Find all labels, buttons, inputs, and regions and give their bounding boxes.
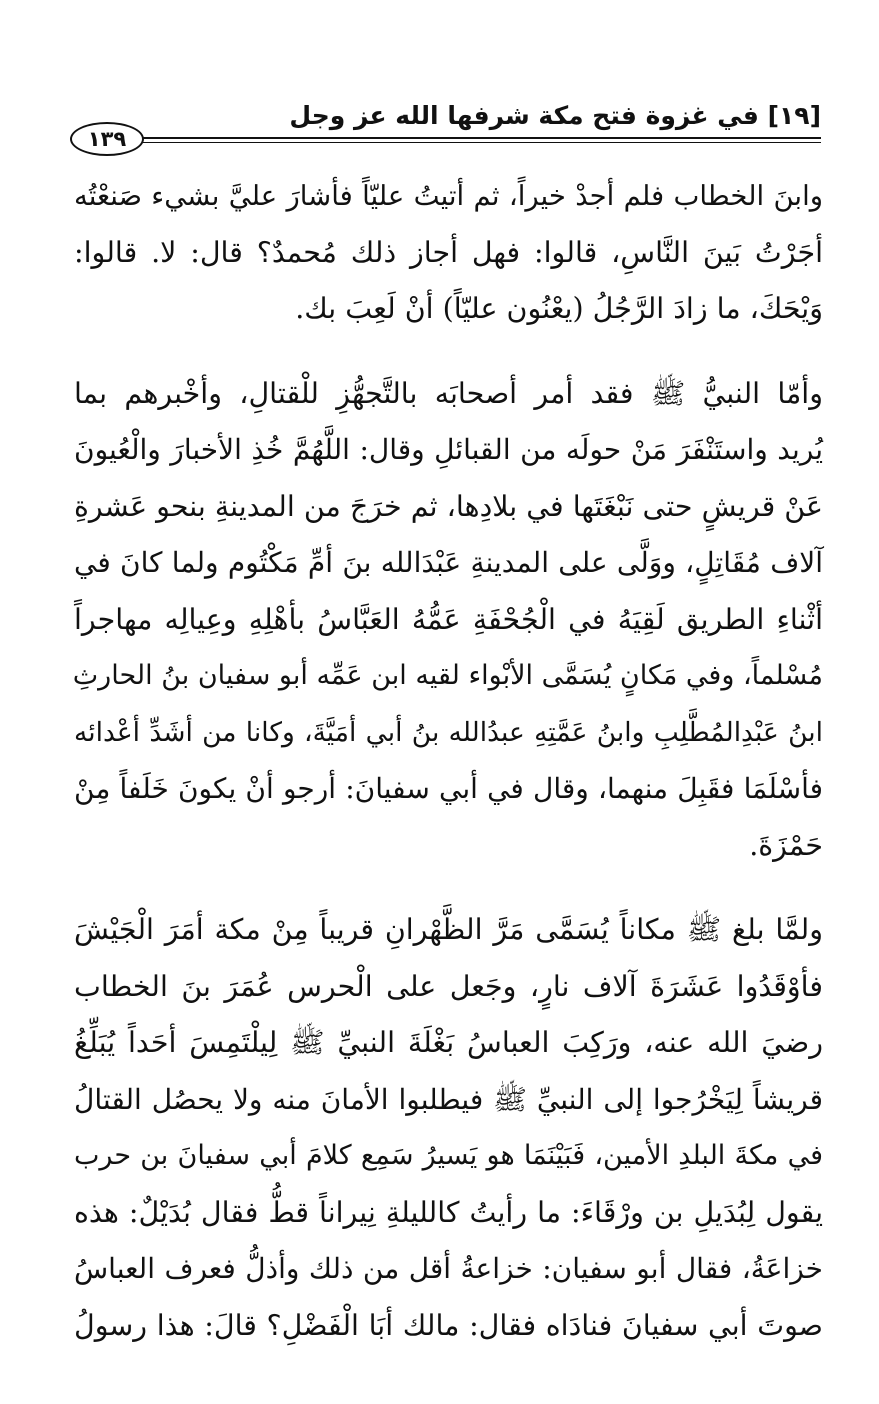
text-line: خزاعَةُ، فقال أبو سفيان: خزاعةُ أقل من ذلك وأذلُّ فعرف العباسُ <box>74 1252 823 1285</box>
page-number: ١٣٩ <box>70 122 144 156</box>
text-line: وَيْحَكَ، ما زادَ الرَّجُلُ (يعْنُون عليّاً) أنْ لَعِبَ بك. <box>295 292 823 325</box>
body-text <box>74 168 823 1354</box>
paragraph-1 <box>74 168 823 338</box>
paragraph-gap <box>74 874 823 902</box>
paragraph-gap <box>74 338 823 366</box>
running-header <box>70 98 821 151</box>
text-line: يقول لِبُدَيلِ بن ورْقَاءَ: ما رأيتُ كالليلةِ نِيراناً قطُّ فقال بُدَيْلٌ: هذه <box>74 1195 823 1229</box>
text-line: وابنَ الخطاب فلم أجدْ خيراً، ثم أتيتُ عليّاً فأشارَ عليَّ بشيء صَنعْتُه <box>74 180 823 212</box>
chapter-title: [١٩] في غزوة فتح مكة شرفها الله عز وجل <box>289 101 821 130</box>
text-line: مُسْلماً، وفي مَكانٍ يُسَمَّى الأبْواء لقيه ابن عَمِّه أبو سفيان بنُ الحارثِ <box>72 660 823 691</box>
text-line: فأسْلَمَا فقَبِلَ منهما، وقال في أبي سفيانَ: أرجو أنْ يكونَ خَلَفاً مِنْ <box>74 772 823 805</box>
text-line: قريشاً لِيَخْرُجوا إلى النبيِّ ﷺ فيطلبوا الأمانَ منه ولا يحصُل القتالُ <box>74 1082 823 1116</box>
text-line: وأمّا النبيُّ ﷺ فقد أمر أصحابَه بالتَّجهُّزِ للْقتالِ، وأخْبرهم بما <box>74 376 823 410</box>
paragraph-3 <box>74 902 823 1354</box>
header-rule <box>132 137 821 143</box>
text-line: أجَرْتُ بَينَ النَّاسِ، قالوا: فهل أجاز ذلك مُحمدٌ؟ قال: لا. قالوا: <box>74 235 823 269</box>
text-line: ابنُ عَبْدِالمُطَّلِبِ وابنُ عَمَّتِهِ عبدُالله بنُ أبي أمَيَّةَ، وكانا من أشَدِّ أعْدائه <box>74 716 823 748</box>
text-line: صوتَ أبي سفيانَ فنادَاه فقال: مالك أبَا الْفَضْلِ؟ قالَ: هذا رسولُ <box>74 1308 823 1342</box>
text-line: أثْناءِ الطريق لَقِيَهُ في الْجُحْفَةِ عَمُّهُ العَبَّاسُ بأهْلِهِ وعِيالِه مهاجراً <box>74 602 823 636</box>
text-line: آلاف مُقَاتِلٍ، ووَلَّى على المدينةِ عَبْدَالله بنَ أمِّ مَكْتُوم ولما كانَ في <box>74 546 823 579</box>
text-line: في مكةَ البلدِ الأمين، فَبَيْنَمَا هو يَسيرُ سَمِع كلامَ أبي سفيانَ بن حرب <box>74 1140 823 1171</box>
text-line: عَنْ قريشٍ حتى نَبْغَتَها في بلادِها، ثم خرَجَ من المدينةِ بنحو عَشرةِ <box>74 489 823 523</box>
text-line: ولمَّا بلغ ﷺ مكاناً يُسَمَّى مَرَّ الظَّهْرانِ قريباً مِنْ مكة أمَرَ الْجَيْشَ <box>74 913 823 946</box>
text-line: فأوْقَدُوا عَشَرَةَ آلاف نارٍ، وجَعل على الْحرس عُمَرَ بنَ الخطاب <box>74 969 823 1003</box>
paragraph-2 <box>74 366 823 875</box>
text-line: يُريد واستَنْفَرَ مَنْ حولَه من القبائلِ وقال: اللَّهُمَّ خُذِ الأخبارَ والْعُيونَ <box>74 433 823 466</box>
text-line: حَمْزَةَ. <box>749 828 823 862</box>
text-line: رضيَ الله عنه، ورَكِبَ العباسُ بَغْلَةَ النبيِّ ﷺ لِيلْتَمِسَ أحَداً يُبَلِّغُ <box>74 1026 823 1059</box>
